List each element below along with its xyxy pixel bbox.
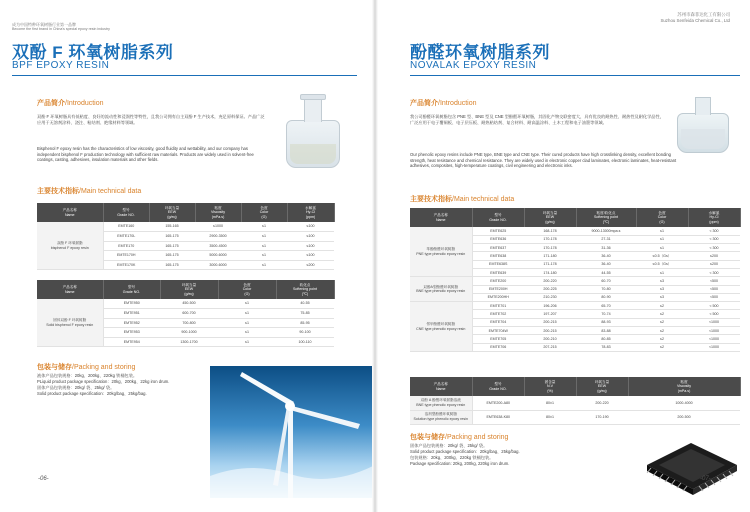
table-cell: 70-80 — [576, 285, 636, 293]
table-cell: <500 — [688, 293, 740, 301]
table-cell: EMTE200H — [472, 285, 524, 293]
table-group-cell — [410, 396, 472, 410]
table-cell: 165-175 — [149, 232, 195, 242]
table-header-cn: 型号 — [494, 382, 502, 387]
table-header-en: Color — [242, 287, 252, 292]
table-group-cell — [410, 277, 472, 302]
table-cell: <500 — [688, 285, 740, 293]
table-header-en: Grade NO. — [117, 212, 135, 217]
table-cell: 165-175 — [149, 241, 195, 251]
table-cell: ≤1 — [241, 222, 287, 232]
table-header-cn: 环氧当量 — [164, 206, 180, 211]
table-cell: 36-40 — [576, 252, 636, 260]
resin-flask-image — [272, 92, 354, 170]
table-cell: 600-700 — [160, 309, 218, 319]
slogan-cn: 成为中国特种环氧树脂行业第一品牌 — [12, 22, 76, 27]
packing-text — [37, 373, 217, 397]
table-row — [410, 277, 740, 285]
table-cell: < 300 — [688, 244, 740, 252]
table-header-cn: 环氧当量 — [181, 283, 197, 288]
table-cell: EMTE701 — [472, 302, 524, 310]
packing-line: 包装规格：20kg、200kg、220kg 铁桶包装。 — [410, 455, 494, 460]
table-header-cn: 产品名称 — [62, 285, 77, 290]
table-cell: EMTE170K — [103, 260, 149, 270]
table-cell: < 300 — [688, 227, 740, 235]
table-cell: EMTE704W — [472, 327, 524, 335]
table-header-cn: 色度 — [658, 211, 666, 216]
table-row — [410, 396, 740, 410]
table-header-unit: (ppm) — [709, 219, 719, 224]
table-header-cn: 型号 — [127, 285, 136, 290]
table-header-cell — [103, 280, 160, 299]
table-header-unit: (mPa.s) — [677, 388, 691, 393]
table-cell: 78-83 — [576, 343, 636, 351]
table-header-cell — [576, 208, 636, 227]
table-cell: 88-93 — [576, 318, 636, 326]
table-header-en: Color — [657, 215, 667, 220]
table-cell: 200-215 — [524, 318, 576, 326]
group-name-cn: 苯酚酚醛环氧树脂 — [426, 247, 456, 252]
table-header-cn: 产品名称 — [433, 213, 448, 218]
table-header-cell — [472, 377, 524, 396]
table-cell: 60-70 — [576, 277, 636, 285]
table-header-en: Grade NO. — [122, 289, 141, 294]
table-cell: 170-178 — [524, 235, 576, 243]
intro-text-cn: 双酚 F 环氧树脂具有低粘度、良好的流动性和浸润性等特性，且我公司拥有自主双酚 F 生产技术，充足原料保证。产品广泛应用于无溶剂涂料、浇注、粘结剂、绝缘材料等领域。 — [37, 114, 265, 125]
table-cell: 80±1 — [524, 410, 576, 424]
table-header-en: EEW — [545, 215, 555, 220]
table-cell: <1000 — [688, 335, 740, 343]
packing-line: 固体产品包装规格：20kg/ 袋、25kg/ 袋。 — [37, 385, 115, 390]
table-header-cn: 产品名称 — [62, 208, 77, 213]
table-cell: 44-55 — [576, 268, 636, 276]
table-cell: 1300-1700 — [160, 337, 218, 347]
table-header-cell — [241, 203, 287, 222]
table-header-en: Name — [435, 217, 446, 222]
table-cell: ≤0.5（Gs） — [636, 252, 688, 260]
table-cell: 900-1000 — [160, 328, 218, 338]
table-cell: 196-206 — [524, 302, 576, 310]
group-name-cn: 邻甲酚醛环氧树脂 — [426, 321, 456, 326]
right-page — [375, 0, 750, 512]
table-header-cell — [524, 377, 576, 396]
table-header-cell — [37, 280, 103, 299]
table-group-cell — [410, 227, 472, 277]
table-cell: ≤2 — [636, 310, 688, 318]
table-cell: EMTE170L — [103, 232, 149, 242]
table-cell: 450-500 — [160, 299, 218, 309]
table-cell: EMTE170 — [103, 241, 149, 251]
table-cell: EMTE636 — [472, 235, 524, 243]
table-cell: 80-85 — [576, 335, 636, 343]
table-header-en: Hy-Cl — [306, 210, 315, 215]
table-cell: 700-800 — [160, 318, 218, 328]
table-cell: 65-70 — [576, 302, 636, 310]
table-cell: 170-190 — [576, 410, 628, 424]
packing-line: 液体产品包装规格：20kg、200kg、220kg 铁桶包装。 — [37, 373, 138, 378]
packing-heading: 包装与储存/Packing and storing — [37, 364, 136, 371]
table-cell: ≤200 — [287, 260, 334, 270]
bpf-liquid-table — [37, 203, 335, 270]
table-header-cn: 色度 — [260, 206, 268, 211]
table-cell: ≤1 — [218, 299, 276, 309]
table-header-cn: 软化点 — [299, 283, 311, 288]
table-cell: EMTE638S — [472, 260, 524, 268]
table-cell: ≤1 — [241, 251, 287, 261]
table-cell: EMTE952 — [103, 318, 160, 328]
table-cell: < 500 — [688, 302, 740, 310]
table-group-cell — [410, 410, 472, 424]
table-cell: EMTE706 — [472, 343, 524, 351]
table-cell: EMTE625 — [472, 227, 524, 235]
row-name-en: BNE type phenolic epoxy resin — [416, 402, 466, 407]
table-cell: EMTE200-A80 — [472, 396, 524, 410]
table-cell: ≤3 — [636, 285, 688, 293]
intro-text-en-right: Our phenolic epoxy resins include PNE type, BNE type and CNE type. Their cured products have high crosslinking density, excellent bonding strength, heat resistance and chemical resistance. They are widely used in electronic copper clad laminates, electronic laminates, heat-resistant adhesives, composites, high-temperature coatings, civil engineering and electronic inks. — [410, 152, 677, 169]
table-cell: ≤1 — [218, 318, 276, 328]
table-cell: 197-207 — [524, 310, 576, 318]
page-title-en-right: NOVALAK EPOXY RESIN — [410, 60, 537, 71]
table-header-cell — [276, 280, 334, 299]
table-row — [410, 302, 740, 310]
group-name-en: Solid bisphenol F epoxy resin — [46, 322, 94, 327]
table-header-cn: 粘度 — [214, 206, 222, 211]
table-cell: 80-90 — [576, 293, 636, 301]
group-name-en: BNE type phenolic epoxy resin — [416, 289, 466, 294]
table-header-unit: (℃) — [301, 291, 309, 296]
tech-heading: 主要技术指标/Main technical data — [37, 188, 142, 195]
table-row — [37, 222, 334, 232]
table-cell: 3000-6000 — [195, 260, 241, 270]
title-divider — [12, 75, 357, 76]
table-cell: ≤1000 — [195, 222, 241, 232]
table-cell: ≤1 — [636, 235, 688, 243]
table-header-unit: (G) — [244, 291, 250, 296]
table-cell: ≤1 — [241, 241, 287, 251]
table-header-en: Viscosity — [210, 210, 226, 215]
table-cell: 170-178 — [524, 244, 576, 252]
table-header-en: Softening point — [293, 287, 317, 292]
group-name-cn: 双酚 F 环氧树脂 — [56, 241, 83, 246]
packing-line: Solid product package specification：20kg/bag、25kg/bag. — [410, 449, 520, 454]
table-row — [410, 227, 740, 235]
table-header-cn: 色度 — [243, 283, 251, 288]
table-header-en: EEW — [597, 384, 607, 389]
row-name-en: Solution type phenolic epoxy resin — [413, 417, 469, 421]
table-header-unit: (ppm) — [305, 214, 316, 219]
table-cell: < 300 — [688, 235, 740, 243]
table-header-cn: 粘度/软化点 — [596, 211, 616, 216]
table-cell: ≤1 — [241, 232, 287, 242]
table-cell: ≤2 — [636, 302, 688, 310]
table-cell: 200-215 — [524, 327, 576, 335]
ic-chip-image — [637, 425, 745, 500]
table-header-unit: (℃) — [602, 219, 610, 224]
page-title-cn-right: 酚醛环氧树脂系列 — [410, 43, 550, 62]
bpf-solid-table — [37, 280, 335, 347]
group-name-en: CNE type phenolic epoxy resin — [416, 326, 466, 331]
table-cell: EMTE160 — [103, 222, 149, 232]
table-cell: ≤100 — [287, 241, 334, 251]
group-name-cn: 双酚A型酚醛环氧树脂 — [423, 284, 459, 289]
table-cell: EMTE953 — [103, 328, 160, 338]
row-name-cn: 双酚 A 酚醛环氧树脂溶液 — [420, 398, 461, 403]
table-header-cell — [195, 203, 241, 222]
table-cell: 27-31 — [576, 235, 636, 243]
title-divider-right — [410, 75, 740, 76]
table-header-cn: 环氧当量 — [542, 211, 558, 216]
table-header-cell — [628, 377, 740, 396]
table-group-cell — [37, 299, 103, 347]
table-cell: 40-55 — [276, 299, 334, 309]
table-cell: ≤100 — [287, 232, 334, 242]
table-cell: 3500-4500 — [195, 241, 241, 251]
page-number-right: -07- — [700, 476, 711, 482]
table-header-unit: (G) — [261, 214, 267, 219]
table-cell: ≤100 — [287, 251, 334, 261]
table-header-en: EEW — [184, 287, 194, 292]
table-header-en: Hy-Cl — [709, 215, 719, 220]
table-header-cell — [37, 203, 103, 222]
table-cell: 168-178 — [524, 227, 576, 235]
group-name-cn: 固体双酚 F 环氧树脂 — [53, 318, 87, 323]
table-header-cn: 型号 — [494, 213, 502, 218]
table-header-unit: (g/eq) — [545, 219, 555, 224]
table-cell: EMTE950 — [103, 299, 160, 309]
table-cell: ≤0.5（Gs） — [636, 260, 688, 268]
packing-line: PLiquid product package specification：20kg、200kg、22kg iron drum. — [37, 379, 170, 384]
table-cell: EMTE704 — [472, 318, 524, 326]
table-header-en: Name — [435, 386, 446, 391]
page-title-en: BPF EPOXY RESIN — [12, 60, 110, 71]
table-cell: EMTE200HH — [472, 293, 524, 301]
table-cell: 85-95 — [276, 318, 334, 328]
table-header-cell — [636, 208, 688, 227]
table-group-cell — [410, 302, 472, 352]
table-header-cn: 固含量 — [544, 380, 556, 385]
table-cell: 200-220 — [576, 396, 628, 410]
table-cell: ≤1 — [218, 337, 276, 347]
table-cell: 165-175 — [149, 251, 195, 261]
packing-heading-right: 包装与储存/Packing and storing — [410, 434, 509, 441]
table-header-en: Color — [259, 210, 269, 215]
table-header-cn: 型号 — [122, 208, 130, 213]
table-header-cn: 水解氯 — [708, 211, 720, 216]
table-cell: ≤2 — [636, 318, 688, 326]
page-number-left: -06- — [38, 476, 49, 482]
table-cell: EMTE702 — [472, 310, 524, 318]
table-header-cell — [160, 280, 218, 299]
table-header-cell — [524, 208, 576, 227]
table-cell: 36-40 — [576, 260, 636, 268]
table-cell: ≤1 — [241, 260, 287, 270]
packing-line: 固体产品包装规格：20kg/ 袋、25kg/ 袋。 — [410, 443, 488, 448]
table-cell: <1000 — [688, 343, 740, 351]
table-header-en: Softening point — [594, 215, 618, 220]
chip-icon — [637, 425, 745, 500]
table-cell: 210-230 — [524, 293, 576, 301]
table-cell: 2900-3500 — [195, 232, 241, 242]
intro-text-cn-right: 我公司酚醛环氧树脂包含 PNE 型、BNE 型及 CNE 型酚醛环氧树脂，其固化产物交联密度大，具有优良的耐热性、耐热性及耐化学品性，广泛应用于电子覆铜板、电子层压板、耐热粘结剂、复合材料、耐高温涂料、土木工程和电子油墨等领域。 — [410, 114, 664, 125]
table-cell: ≤2 — [636, 327, 688, 335]
wind-turbine-image — [210, 366, 373, 498]
intro-text-en: Bisphenol F epoxy resin has the characteristics of low viscosity, good fluidity and wettability, and our company has independent bisphenol F production technology with sufficient raw materials. Products are widely used in solvent-free coatings, casting, adhesives, insulation materials and other fields. — [37, 146, 254, 163]
table-cell: ≤200 — [688, 260, 740, 268]
tech-heading-right: 主要技术指标/Main technical data — [410, 196, 515, 203]
table-cell: ≤1 — [636, 244, 688, 252]
table-header-en: Name — [64, 212, 75, 217]
table-cell: 1000-4000 — [628, 396, 740, 410]
table-cell: EMTE638-K80 — [472, 410, 524, 424]
table-cell: ≤3 — [636, 293, 688, 301]
table-header-cell — [410, 208, 472, 227]
table-header-en: Grade NO. — [489, 386, 507, 391]
table-cell: 171-180 — [524, 252, 576, 260]
table-header-unit: (g/eq) — [597, 388, 607, 393]
table-cell: 80±1 — [524, 396, 576, 410]
table-header-unit: (mPa.s) — [211, 214, 225, 219]
table-cell: < 300 — [688, 268, 740, 276]
table-cell: EMTE638 — [472, 252, 524, 260]
table-cell: 100-110 — [276, 337, 334, 347]
intro-heading-right: 产品简介/Introduction — [410, 100, 477, 107]
table-cell: < 500 — [688, 310, 740, 318]
table-header-unit: (G) — [659, 219, 665, 224]
table-row — [410, 410, 740, 424]
novolak-solution-table — [410, 377, 741, 425]
table-header-cell — [688, 208, 740, 227]
table-cell: 5000-6000 — [195, 251, 241, 261]
table-cell: 90-100 — [276, 328, 334, 338]
table-cell: ≤3 — [636, 277, 688, 285]
company-name-cn: 苏州市森菲达化工有限公司 — [677, 12, 730, 17]
table-header-en: Grade NO. — [489, 217, 507, 222]
table-cell: <1000 — [688, 318, 740, 326]
table-cell: 171-178 — [524, 260, 576, 268]
table-cell: EMTE951 — [103, 309, 160, 319]
row-name-cn: 溶剂型酚醛环氧树脂 — [424, 412, 457, 417]
table-header-cell — [472, 208, 524, 227]
table-cell: ≤1 — [218, 328, 276, 338]
table-cell: EMTE637 — [472, 244, 524, 252]
table-header-en: N.V — [547, 384, 553, 389]
table-cell: ≤100 — [287, 222, 334, 232]
resin-bottle-image — [667, 93, 739, 155]
table-cell: 165-175 — [149, 260, 195, 270]
table-cell: ≤200 — [688, 252, 740, 260]
table-group-cell — [37, 222, 103, 270]
table-cell: 207-215 — [524, 343, 576, 351]
table-cell: 174-180 — [524, 268, 576, 276]
table-cell: 31-36 — [576, 244, 636, 252]
table-cell: EMTE954 — [103, 337, 160, 347]
table-cell: EMTE639 — [472, 268, 524, 276]
table-header-unit: (g/eq) — [167, 214, 177, 219]
table-cell: EMTE200 — [472, 277, 524, 285]
table-header-cell — [410, 377, 472, 396]
page-title-cn: 双酚 F 环氧树脂系列 — [12, 43, 174, 62]
table-header-en: Viscosity — [676, 384, 692, 389]
packing-line: Package specification: 20kg, 200kg, 220kg iron drum. — [410, 461, 510, 466]
table-cell: ≤1 — [636, 227, 688, 235]
table-cell: ≤1 — [218, 309, 276, 319]
table-cell: 200-225 — [524, 285, 576, 293]
packing-line: Solid product package specification：20kg/bag、25kg/bag. — [37, 391, 147, 396]
table-header-en: Name — [64, 289, 75, 294]
table-header-cell — [103, 203, 149, 222]
group-name-en: bisphenol F epoxy resin — [50, 245, 89, 250]
table-header-unit: (g/eq) — [184, 291, 194, 296]
packing-text-right — [410, 443, 610, 467]
table-cell: 9000-13000mpa.s — [576, 227, 636, 235]
wind-turbine-icon — [210, 366, 373, 498]
table-cell: EMTE705 — [472, 335, 524, 343]
table-cell: EMTE170H — [103, 251, 149, 261]
table-cell: ≤1 — [636, 268, 688, 276]
table-header-cn: 粘度 — [680, 380, 688, 385]
table-cell: <500 — [688, 277, 740, 285]
intro-heading: 产品简介/Introduction — [37, 100, 104, 107]
company-name-en: Suzhou Senfeida Chemical Co., Ltd — [660, 18, 730, 23]
table-cell: 83-88 — [576, 327, 636, 335]
group-name-en: PNE type phenolic epoxy resin — [416, 251, 466, 256]
table-header-cn: 水解氯 — [305, 206, 316, 211]
table-cell: 200-220 — [524, 277, 576, 285]
table-cell: 70-74 — [576, 310, 636, 318]
table-header-cn: 产品名称 — [433, 382, 448, 387]
table-cell: 200-210 — [524, 335, 576, 343]
table-cell: 200-500 — [628, 410, 740, 424]
table-cell: ≤2 — [636, 343, 688, 351]
slogan-en: Become the first brand in China's special epoxy resin industry — [12, 27, 110, 31]
table-cell: ≤2 — [636, 335, 688, 343]
table-header-en: EEW — [167, 210, 177, 215]
novolak-table — [410, 208, 741, 352]
table-row — [37, 299, 334, 309]
table-cell: 75-85 — [276, 309, 334, 319]
table-cell: <1000 — [688, 327, 740, 335]
table-header-cell — [576, 377, 628, 396]
table-header-cell — [287, 203, 334, 222]
table-header-cn: 环氧当量 — [594, 380, 610, 385]
table-header-unit: (%) — [547, 388, 553, 393]
table-header-cell — [149, 203, 195, 222]
table-header-cell — [218, 280, 276, 299]
table-cell: 155-165 — [149, 222, 195, 232]
